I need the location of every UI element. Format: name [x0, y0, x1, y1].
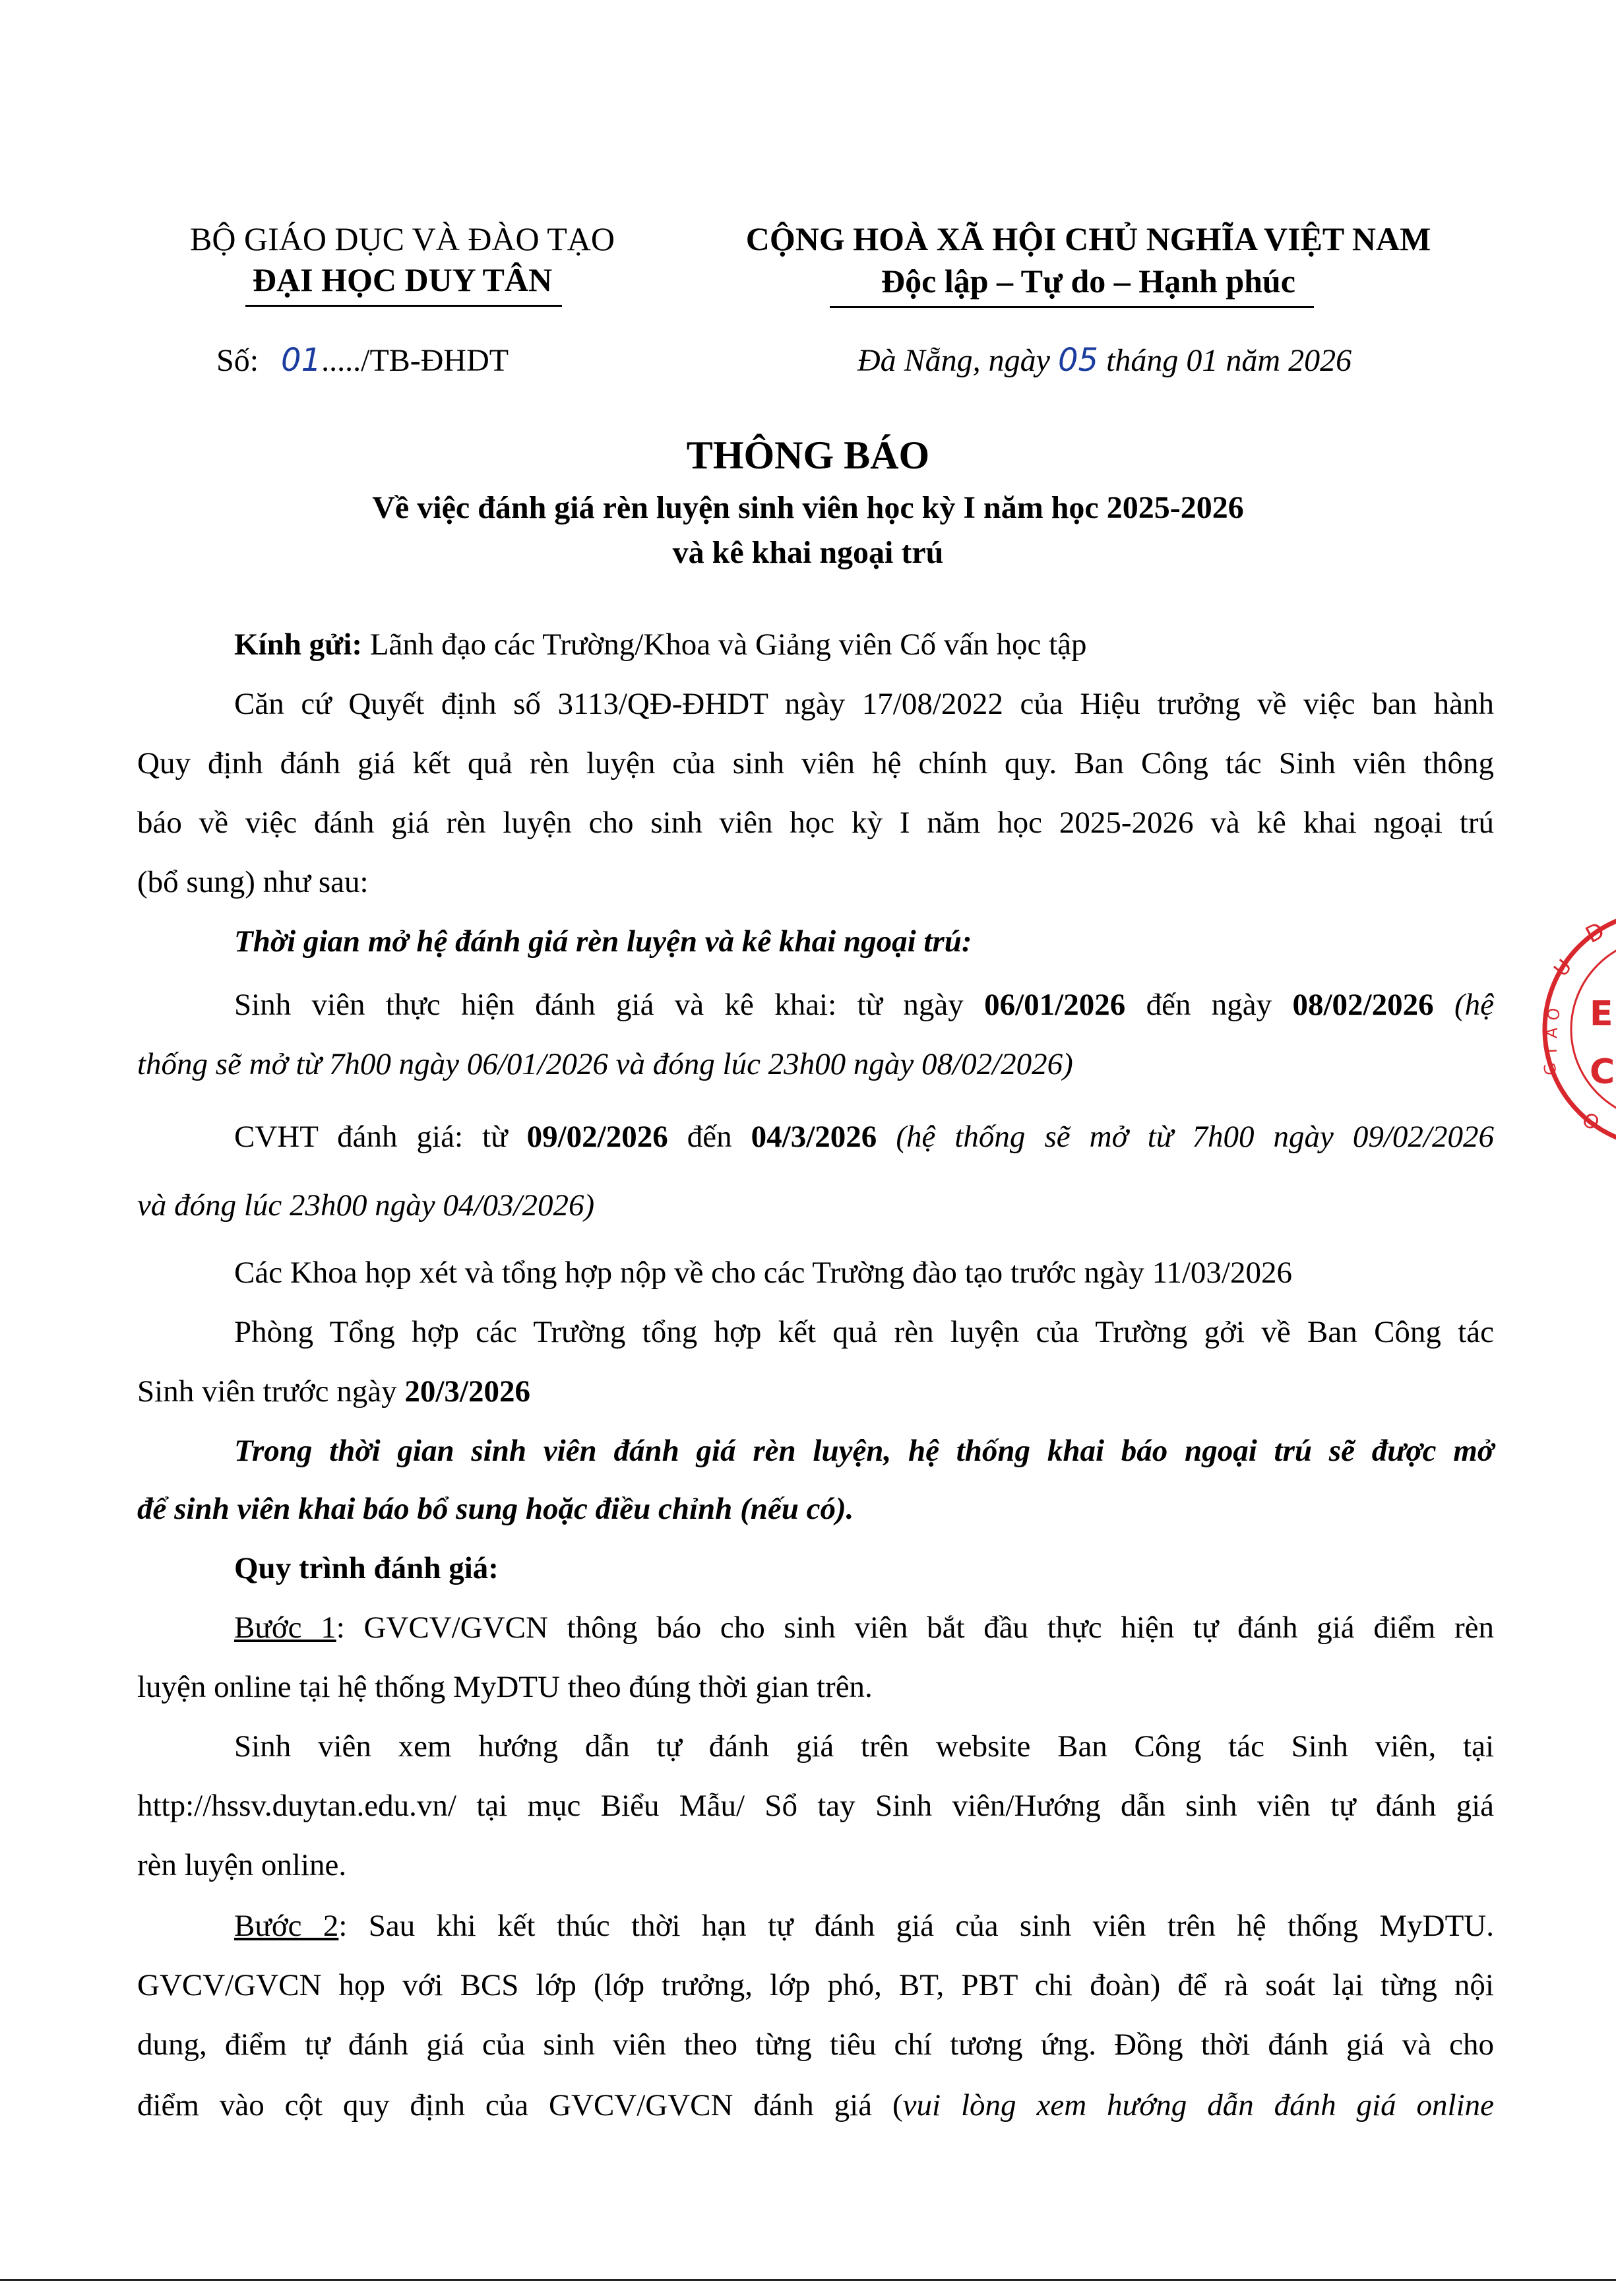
scan-bottom-edge — [0, 2279, 1616, 2281]
step2-line-4-italic: vui lòng xem hướng dẫn đánh giá online — [902, 2088, 1494, 2122]
student-period-line-2: thống sẽ mở từ 7h00 ngày 06/01/2026 và đóng lúc 23h00 ngày 08/02/2026) — [137, 1047, 1073, 1081]
office-deadline-text: Sinh viên trước ngày — [137, 1374, 405, 1409]
recipient-text: Lãnh đạo các Trường/Khoa và Giảng viên Cố vấn học tập — [362, 627, 1087, 662]
step1-line-2: luyện online tại hệ thống MyDTU theo đúng thời gian trên. — [137, 1670, 873, 1704]
university-name: ĐẠI HỌC DUY TÂN — [252, 261, 553, 298]
seal-letter-5: Á — [1542, 1027, 1562, 1039]
step2-line-4 — [137, 2085, 1494, 2126]
date-suffix: tháng 01 năm 2026 — [1106, 343, 1352, 378]
process-heading: Quy trình đánh giá: — [234, 1551, 499, 1585]
basis-line-1: Căn cứ Quyết định số 3113/QĐ-ĐHDT ngày 17/08/2022 của Hiệu trưởng về việc ban hành — [234, 687, 1494, 721]
seal-letter-9: O — [1576, 1108, 1604, 1136]
basis-line-4: (bổ sung) như sau: — [137, 865, 369, 899]
office-line-2 — [137, 1371, 530, 1412]
student-start-date: 06/01/2026 — [984, 988, 1126, 1022]
student-period-to: đến ngày — [1125, 988, 1293, 1022]
step2-text: : Sau khi kết thúc thời hạn tự đánh giá của sinh viên trên hệ thống MyDTU. — [338, 1909, 1494, 1943]
student-period-line-1 — [234, 984, 1494, 1025]
number-prefix: Số: — [216, 343, 259, 378]
time-heading-colon: : — [961, 924, 972, 959]
office-deadline-date: 20/3/2026 — [404, 1374, 530, 1409]
document-number — [216, 339, 509, 382]
university-underline — [245, 305, 562, 307]
step2-label: Bước 2 — [234, 1909, 339, 1943]
cvht-start-date: 09/02/2026 — [526, 1120, 668, 1154]
step1-label: Bước 1 — [234, 1610, 336, 1645]
seal-letter-2: U — [1549, 955, 1577, 982]
step2-line-2: GVCV/GVCN họp với BCS lớp (lớp trưởng, lớp phó, BT, PBT chi đoàn) để rà soát lại từng nội — [137, 1968, 1494, 2002]
step1-text: : GVCV/GVCN thông báo cho sinh viên bắt đầu thực hiện tự đánh giá điểm rèn — [336, 1610, 1494, 1645]
student-end-date: 08/02/2026 — [1292, 988, 1434, 1022]
student-period-text: Sinh viên thực hiện đánh giá và kê khai: từ ngày — [234, 988, 985, 1022]
motto-underline — [830, 306, 1314, 308]
basis-line-2: Quy định đánh giá kết quả rèn luyện của sinh viên hệ chính quy. Ban Công tác Sinh viên thông — [137, 746, 1494, 781]
document-date — [857, 339, 1352, 382]
step2-line-3: dung, điểm tự đánh giá của sinh viên theo từng tiêu chí tương ứng. Đồng thời đánh giá và cho — [137, 2027, 1494, 2062]
seal-letter-8: C — [1590, 1052, 1615, 1092]
notice-line-1: Trong thời gian sinh viên đánh giá rèn luyện, hệ thống khai báo ngoại trú sẽ được mở — [234, 1434, 1494, 1468]
recipient-label: Kính gửi: — [234, 627, 363, 662]
guide-line-2: http://hssv.duytan.edu.vn/ tại mục Biểu Mẫu/ Sổ tay Sinh viên/Hướng dẫn sinh viên tự đánh giá — [137, 1789, 1494, 1823]
cvht-period-text: CVHT đánh giá: từ — [234, 1120, 527, 1154]
number-suffix: ...../TB-ĐHDT — [321, 343, 509, 378]
notice-subtitle-line-1: Về việc đánh giá rèn luyện sinh viên học kỳ I năm học 2025-2026 — [372, 490, 1244, 525]
seal-letter-7: E — [1590, 994, 1613, 1034]
faculty-deadline: Các Khoa họp xét và tổng hợp nộp về cho các Trường đào tạo trước ngày 11/03/2026 — [234, 1256, 1292, 1290]
date-prefix: Đà Nẵng, ngày — [857, 343, 1050, 378]
guide-line-3: rèn luyện online. — [137, 1848, 347, 1882]
handwritten-number: 01 — [281, 342, 322, 379]
notice-title: THÔNG BÁO — [686, 433, 930, 477]
cvht-period-line-2: và đóng lúc 23h00 ngày 04/03/2026) — [137, 1188, 595, 1223]
cvht-end-date: 04/3/2026 — [751, 1120, 877, 1154]
student-period-note-start: (hệ — [1433, 988, 1494, 1022]
step2-line-1 — [234, 1905, 1494, 1946]
recipient-line — [234, 624, 1087, 665]
office-line-1: Phòng Tổng hợp các Trường tổng hợp kết quả rèn luyện của Trường gởi về Ban Công tác — [234, 1315, 1494, 1349]
step2-line-4-text: điểm vào cột quy định của GVCV/GVCN đánh giá ( — [137, 2088, 903, 2122]
national-motto: Độc lập – Tự do – Hạnh phúc — [881, 263, 1295, 300]
cvht-period-line-1 — [234, 1116, 1494, 1157]
time-heading — [234, 921, 972, 962]
seal-letter-6: O — [1543, 1006, 1565, 1023]
notice-line-2: để sinh viên khai báo bổ sung hoặc điều chỉnh (nếu có). — [137, 1492, 854, 1526]
ministry-name: BỘ GIÁO DỤC VÀ ĐÀO TẠO — [190, 220, 615, 257]
official-seal-stamp — [1537, 904, 1616, 1155]
cvht-period-note: (hệ thống sẽ mở từ 7h00 ngày 09/02/2026 — [877, 1120, 1494, 1154]
republic-name: CỘNG HOÀ XÃ HỘI CHỦ NGHĨA VIỆT NAM — [745, 220, 1431, 257]
cvht-period-to: đến — [668, 1120, 751, 1154]
seal-letter-1: D — [1581, 917, 1609, 949]
handwritten-day: 05 — [1057, 342, 1099, 379]
step1-line-1 — [234, 1607, 1494, 1648]
time-heading-text: Thời gian mở hệ đánh giá rèn luyện và kê khai ngoại trú — [234, 924, 962, 959]
basis-line-3: báo về việc đánh giá rèn luyện cho sinh viên học kỳ I năm học 2025-2026 và kê khai ngoại trú — [137, 806, 1494, 840]
guide-line-1: Sinh viên xem hướng dẫn tự đánh giá trên website Ban Công tác Sinh viên, tại — [234, 1729, 1494, 1764]
notice-subtitle-line-2: và kê khai ngoại trú — [672, 535, 944, 570]
seal-letter-3: G — [1540, 1061, 1561, 1077]
seal-letter-4: I — [1541, 1048, 1561, 1054]
